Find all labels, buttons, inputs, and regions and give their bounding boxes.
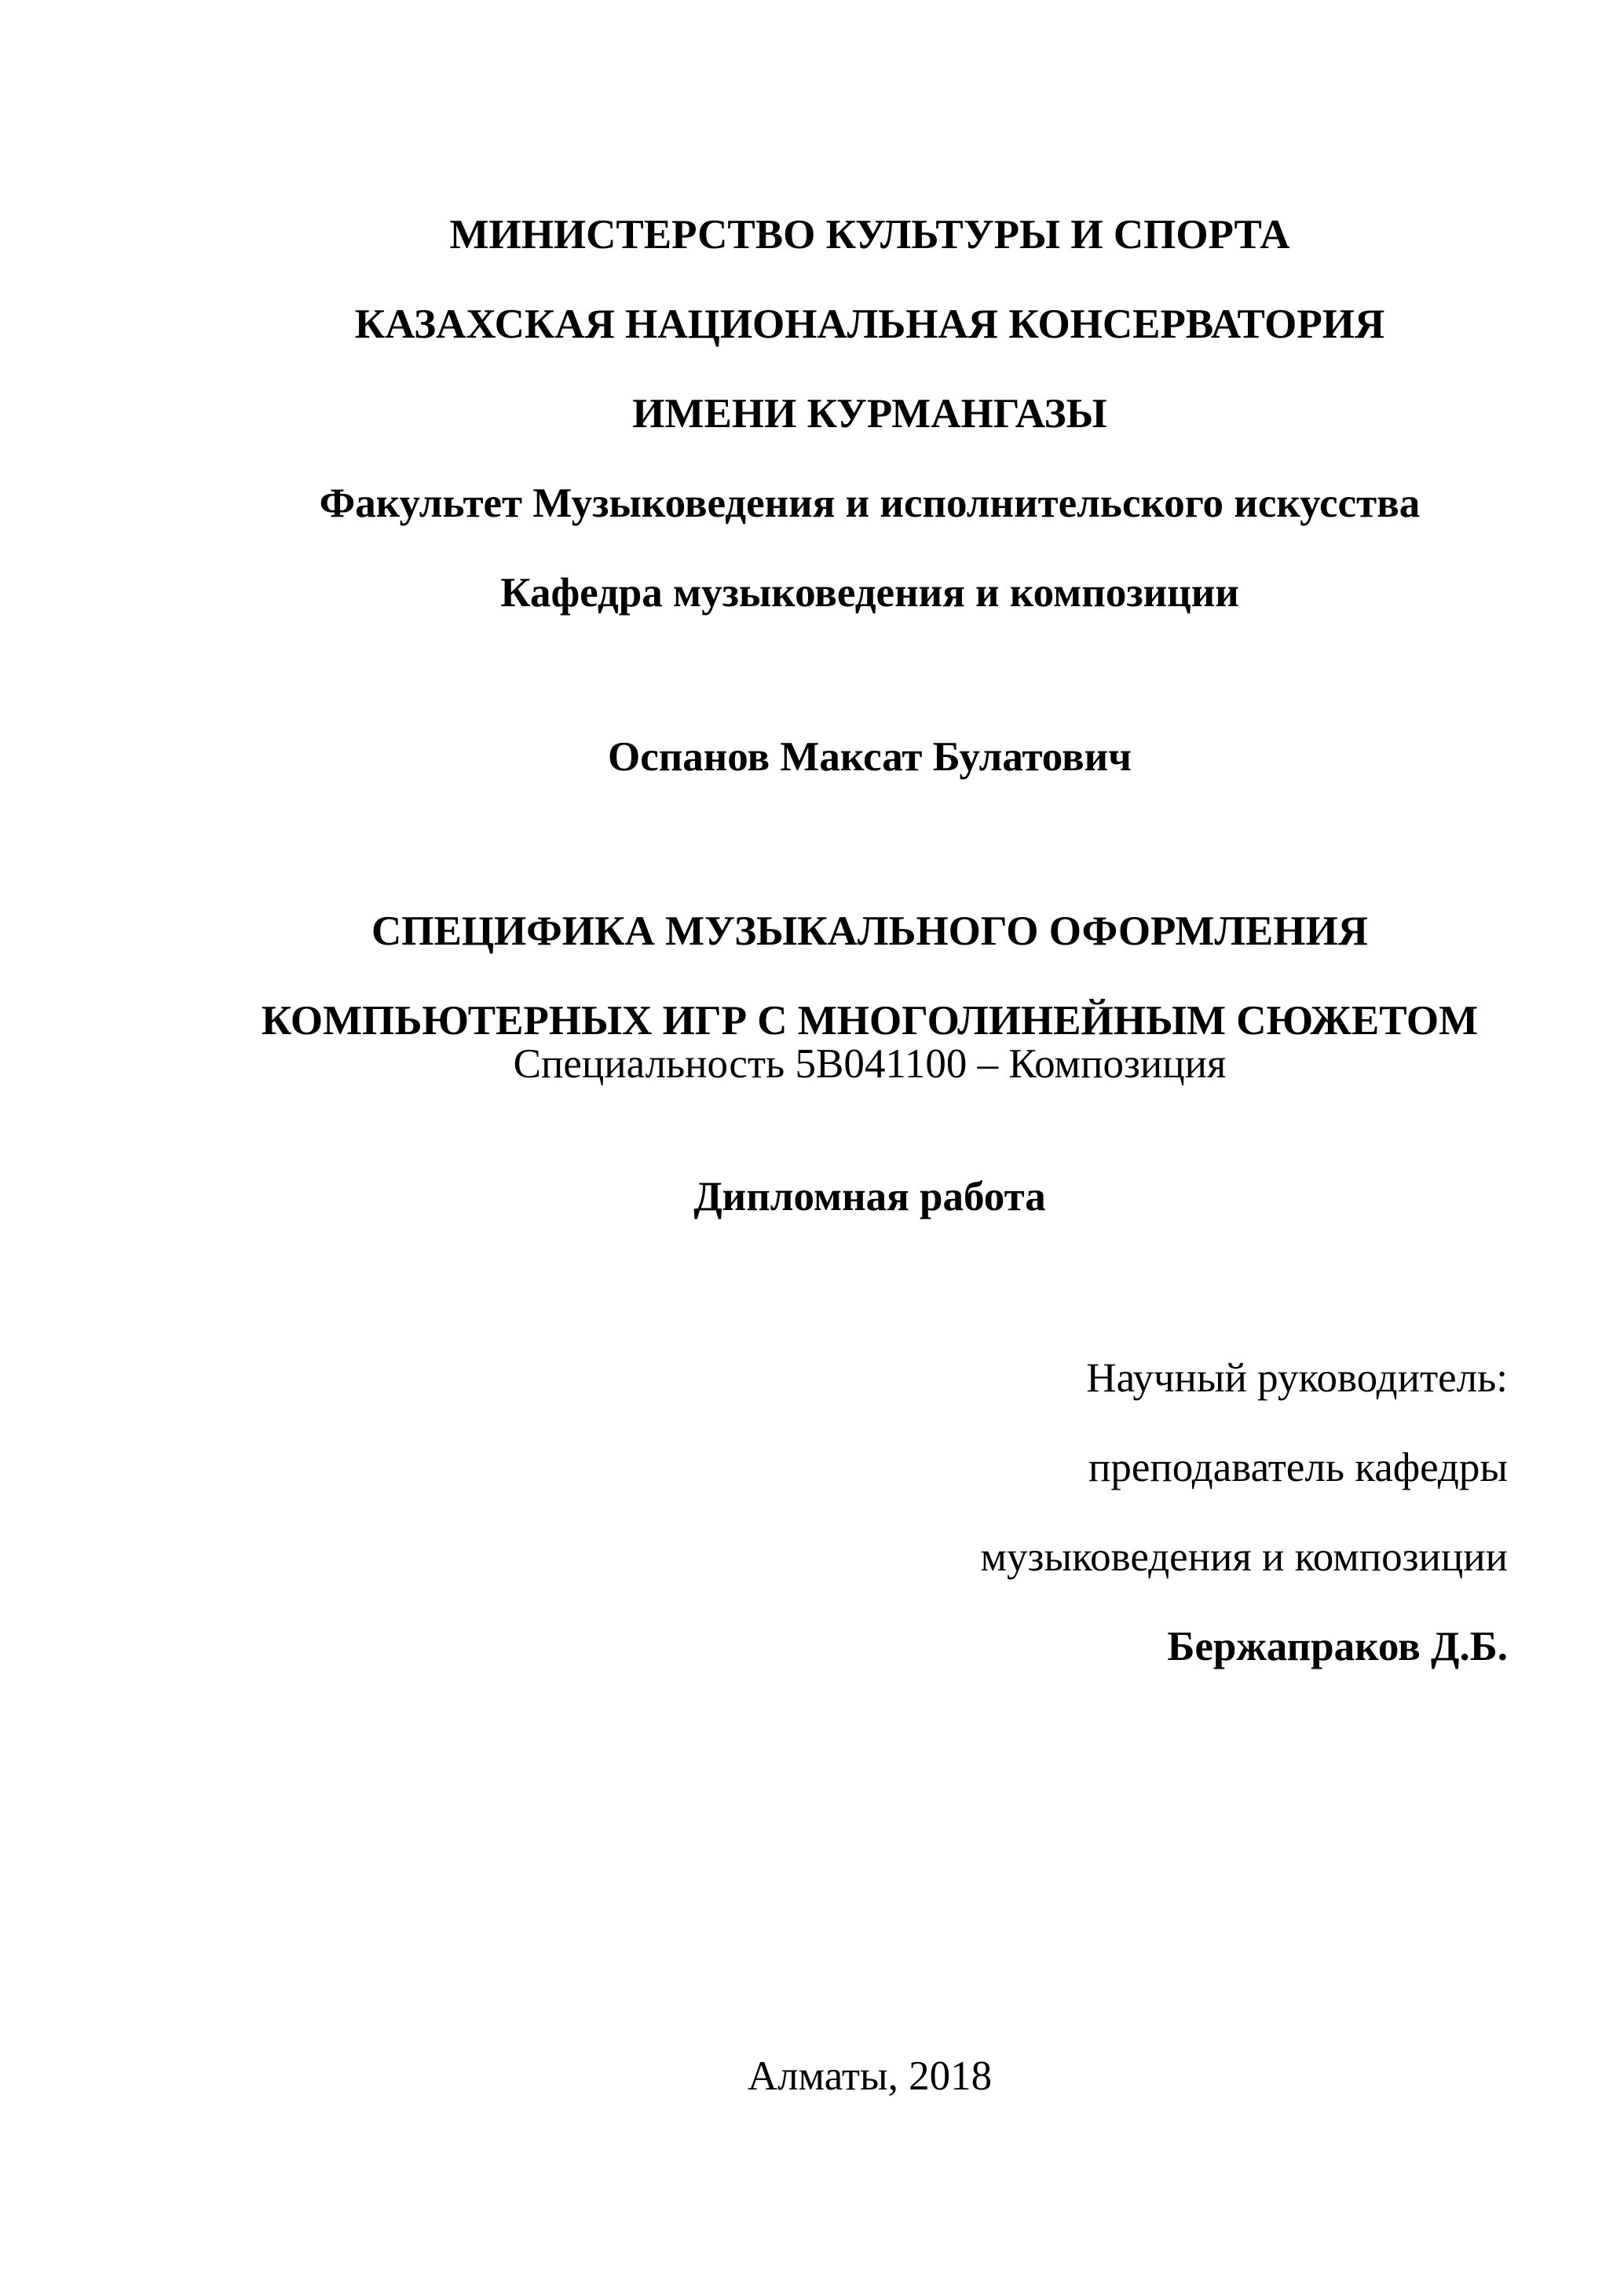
conservatory-name-line: ИМЕНИ КУРМАНГАЗЫ <box>632 391 1107 437</box>
faculty-line: Факультет Музыковедения и исполнительского искусства <box>319 481 1421 526</box>
work-type-label: Дипломная работа <box>693 1174 1046 1219</box>
supervisor-block <box>232 1311 1508 1714</box>
city-year-imprint: Алматы, 2018 <box>747 2053 993 2099</box>
thesis-title-line-1: СПЕЦИФИКА МУЗЫКАЛЬНОГО ОФОРМЛЕНИЯ <box>371 909 1369 954</box>
supervisor-label: Научный руководитель: <box>1086 1355 1508 1401</box>
supervisor-name: Бержапраков Д.Б. <box>1167 1624 1508 1669</box>
conservatory-line: КАЗАХСКАЯ НАЦИОНАЛЬНАЯ КОНСЕРВАТОРИЯ <box>354 302 1385 347</box>
author-name: Оспанов Максат Булатович <box>607 734 1132 780</box>
institution-header <box>232 168 1508 660</box>
thesis-title-line-2: КОМПЬЮТЕРНЫХ ИГР С МНОГОЛИНЕЙНЫМ СЮЖЕТОМ <box>261 998 1479 1044</box>
specialty-line: Специальность 5В041100 – Композиция <box>513 1041 1227 1087</box>
supervisor-position-line-1: преподаватель кафедры <box>1088 1445 1508 1490</box>
supervisor-position-line-2: музыковедения и композиции <box>980 1534 1508 1580</box>
ministry-line: МИНИСТЕРСТВО КУЛЬТУРЫ И СПОРТА <box>449 212 1290 258</box>
department-line: Кафедра музыковедения и композиции <box>500 570 1239 616</box>
